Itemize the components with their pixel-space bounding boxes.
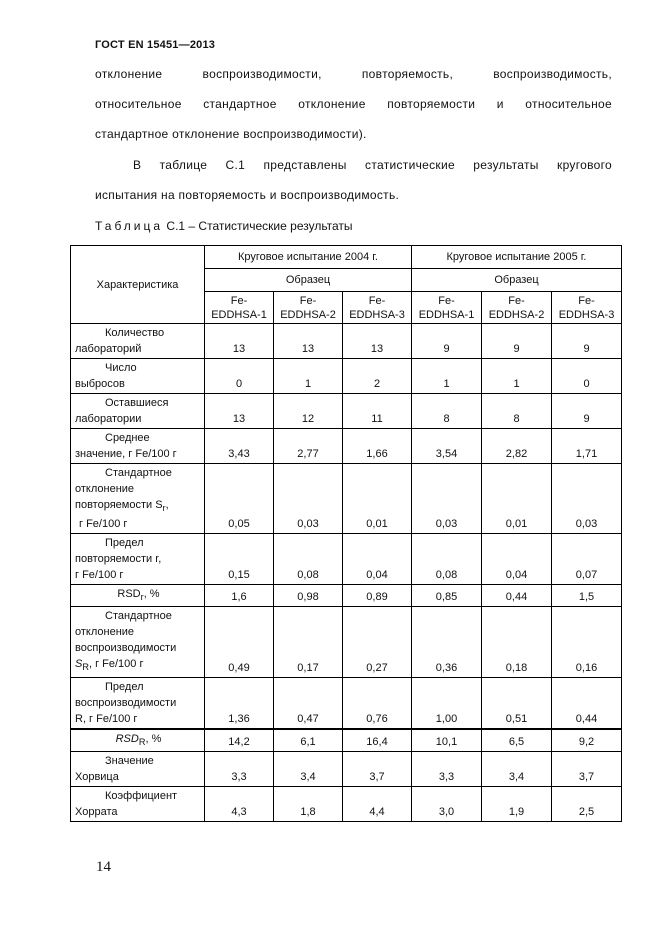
paragraph-line-5: испытания на повторяемость и воспроизводимость. — [95, 188, 400, 202]
sample-prefix: Fe- — [508, 294, 525, 307]
table-cell: 9 — [482, 324, 552, 359]
row-label-line: Количество — [105, 327, 165, 339]
table-cell: 12 — [274, 394, 343, 429]
table-cell: 0,08 — [412, 534, 482, 585]
statistics-table — [70, 245, 622, 822]
table-cell: 0,08 — [274, 534, 343, 585]
table-cell: 3,43 — [205, 429, 274, 464]
table-cell: 11 — [343, 394, 412, 429]
table-row — [71, 464, 622, 534]
table-cell: 0,15 — [205, 534, 274, 585]
table-cell: 0,89 — [343, 585, 412, 607]
row-label-line: воспроизводимости — [75, 642, 177, 655]
row-label-text: , % — [145, 732, 162, 745]
table-cell: 0,51 — [482, 677, 552, 729]
table-cell: 1,9 — [482, 786, 552, 821]
table-cell: 1 — [482, 359, 552, 394]
sample-col-header — [343, 292, 412, 324]
trial-2005-header: Круговое испытание 2005 г. — [412, 246, 622, 269]
table-cell: 0,04 — [482, 534, 552, 585]
paragraph-line-2: относительное стандартное отклонение повторяемости и относительное — [95, 97, 612, 111]
row-label-subscript: r — [162, 503, 166, 514]
table-cell: 9 — [552, 324, 622, 359]
sample-col-header — [205, 292, 274, 324]
row-label-line: отклонение — [75, 483, 135, 495]
paragraph-line-4: В таблице С.1 представлены статистические результаты кругового — [133, 158, 612, 172]
table-cell: 0,44 — [552, 677, 622, 729]
row-label — [71, 786, 205, 821]
row-label-line: Среднее — [105, 432, 150, 444]
row-label-line: Стандартное — [105, 467, 172, 479]
table-cell: 0,47 — [274, 677, 343, 729]
row-label-line: Значение — [105, 754, 154, 767]
sample-header-2005: Образец — [412, 269, 622, 292]
row-label-subscript: r — [140, 592, 144, 603]
page-number: 14 — [96, 859, 111, 875]
table-cell: 13 — [205, 394, 274, 429]
table-row — [71, 394, 622, 429]
table-cell: 0,04 — [343, 534, 412, 585]
sample-prefix: Fe- — [438, 294, 455, 307]
table-cell: 1,5 — [552, 585, 622, 607]
table-cell: 8 — [482, 394, 552, 429]
table-cell: 3,54 — [412, 429, 482, 464]
row-label-line: значение, г Fe/100 г — [75, 448, 177, 460]
table-cell: 9,2 — [552, 729, 622, 752]
table-cell: 2,5 — [552, 786, 622, 821]
sample-prefix: Fe- — [578, 294, 595, 307]
table-cell: 0,98 — [274, 585, 343, 607]
row-label-line: лабораторий — [75, 343, 142, 355]
row-label-line: R, г Fe/100 г — [75, 712, 138, 725]
table-cell: 16,4 — [343, 729, 412, 752]
sample-name: EDDHSA-1 — [211, 308, 267, 321]
table-row — [71, 324, 622, 359]
table-cell: 1,00 — [412, 677, 482, 729]
row-label-line: Хорвица — [75, 770, 119, 783]
table-cell: 0,85 — [412, 585, 482, 607]
table-cell: 4,3 — [205, 786, 274, 821]
table-cell: 6,5 — [482, 729, 552, 752]
table-row — [71, 677, 622, 729]
table-caption-word: Таблица — [95, 219, 164, 233]
row-label-line: лаборатории — [75, 413, 142, 425]
table-cell: 2,82 — [482, 429, 552, 464]
table-cell: 0,03 — [412, 464, 482, 534]
table-cell: 13 — [205, 324, 274, 359]
row-label-line: г Fe/100 г — [75, 569, 124, 582]
table-cell: 0 — [552, 359, 622, 394]
row-label — [71, 359, 205, 394]
row-label-line: Число — [105, 362, 137, 374]
table-cell: 0,44 — [482, 585, 552, 607]
row-label-line: Хоррата — [75, 805, 118, 818]
row-label-line: Коэффициент — [105, 789, 178, 802]
row-label-text: , % — [143, 588, 160, 601]
characteristic-header: Характеристика — [71, 246, 205, 324]
table-cell: 2 — [343, 359, 412, 394]
sample-prefix: Fe- — [299, 294, 317, 307]
row-label-line: Стандартное — [105, 610, 172, 623]
table-cell: 0,05 — [205, 464, 274, 534]
sample-prefix: Fe- — [368, 294, 386, 307]
row-label — [71, 677, 205, 729]
table-cell: 9 — [552, 394, 622, 429]
row-label-line: Предел — [105, 680, 144, 693]
row-label-text: повторяемости S — [75, 499, 163, 511]
table-cell: 0,17 — [274, 607, 343, 677]
table-row — [71, 607, 622, 677]
row-label-text: RSD — [115, 732, 139, 745]
row-label — [71, 607, 205, 677]
standard-header: ГОСТ EN 15451—2013 — [95, 39, 216, 51]
table-cell: 0,07 — [552, 534, 622, 585]
table-cell: 1,8 — [274, 786, 343, 821]
table-cell: 1,36 — [205, 677, 274, 729]
table-cell: 14,2 — [205, 729, 274, 752]
row-label-line: повторяемости r, — [75, 553, 162, 566]
table-cell: 1,66 — [343, 429, 412, 464]
table-row — [71, 729, 622, 752]
table-row — [71, 751, 622, 786]
row-label-subscript: R — [138, 736, 146, 747]
row-label-line: выбросов — [75, 378, 125, 390]
table-cell: 13 — [343, 324, 412, 359]
table-cell: 3,7 — [343, 751, 412, 786]
row-label — [71, 324, 205, 359]
table-cell: 1 — [274, 359, 343, 394]
table-cell: 13 — [274, 324, 343, 359]
row-label-line: Предел — [105, 537, 144, 550]
table-cell: 0 — [205, 359, 274, 394]
table-cell: 3,4 — [482, 751, 552, 786]
sample-name: EDDHSA-3 — [349, 308, 405, 321]
table-cell: 9 — [412, 324, 482, 359]
row-label — [71, 464, 205, 534]
trial-2004-header: Круговое испытание 2004 г. — [205, 246, 412, 269]
row-label-text: S — [75, 658, 83, 671]
row-label-subscript: R — [82, 662, 89, 673]
table-cell: 3,4 — [274, 751, 343, 786]
row-label-line — [75, 497, 202, 516]
table-cell: 0,01 — [343, 464, 412, 534]
table-cell: 0,18 — [482, 607, 552, 677]
table-row — [71, 359, 622, 394]
table-cell: 8 — [412, 394, 482, 429]
table-caption-title: С.1 – Статистические результаты — [166, 219, 353, 233]
sample-name: EDDHSA-3 — [558, 308, 615, 321]
table-cell: 0,01 — [482, 464, 552, 534]
table-cell: 3,7 — [552, 751, 622, 786]
table-row — [71, 585, 622, 607]
sample-col-header — [482, 292, 552, 324]
sample-col-header — [552, 292, 622, 324]
table-row — [71, 534, 622, 585]
table-cell: 10,1 — [412, 729, 482, 752]
table-caption — [95, 219, 353, 233]
table-cell: 0,03 — [274, 464, 343, 534]
table-cell: 4,4 — [343, 786, 412, 821]
row-label — [71, 429, 205, 464]
table-cell: 3,3 — [205, 751, 274, 786]
row-label-line: г Fe/100 г — [79, 518, 128, 531]
row-label-line: воспроизводимости — [75, 696, 177, 709]
table-cell: 6,1 — [274, 729, 343, 752]
sample-header-2004: Образец — [205, 269, 412, 292]
table-cell: 3,3 — [412, 751, 482, 786]
row-label — [71, 394, 205, 429]
row-label-line: отклонение — [75, 626, 135, 639]
sample-name: EDDHSA-2 — [280, 308, 336, 321]
sample-prefix: Fe- — [230, 294, 248, 307]
table-cell: 3,0 — [412, 786, 482, 821]
table-cell: 2,77 — [274, 429, 343, 464]
table-cell: 1,6 — [205, 585, 274, 607]
row-label-line: Оставшиеся — [105, 397, 169, 409]
row-label-line — [75, 656, 202, 675]
row-label — [71, 534, 205, 585]
paragraph-line-3: стандартное отклонение воспроизводимости). — [95, 127, 367, 141]
row-label-text: RSD — [117, 588, 141, 601]
row-label-text: , г Fe/100 г — [88, 658, 144, 671]
table-cell: 0,16 — [552, 607, 622, 677]
sample-name: EDDHSA-2 — [488, 308, 545, 321]
sample-col-header — [412, 292, 482, 324]
row-label — [71, 751, 205, 786]
row-label-text: , — [165, 499, 169, 511]
table-cell: 1,71 — [552, 429, 622, 464]
row-label — [71, 585, 205, 607]
table-cell: 0,76 — [343, 677, 412, 729]
sample-name: EDDHSA-1 — [418, 308, 475, 321]
table-cell: 0,36 — [412, 607, 482, 677]
table-row — [71, 786, 622, 821]
table-cell: 0,49 — [205, 607, 274, 677]
row-label — [71, 729, 205, 752]
table-row — [71, 429, 622, 464]
table-cell: 0,03 — [552, 464, 622, 534]
sample-col-header — [274, 292, 343, 324]
paragraph-line-1: отклонение воспроизводимости, повторяемость, воспроизводимость, — [95, 67, 612, 81]
table-cell: 0,27 — [343, 607, 412, 677]
table-cell: 1 — [412, 359, 482, 394]
